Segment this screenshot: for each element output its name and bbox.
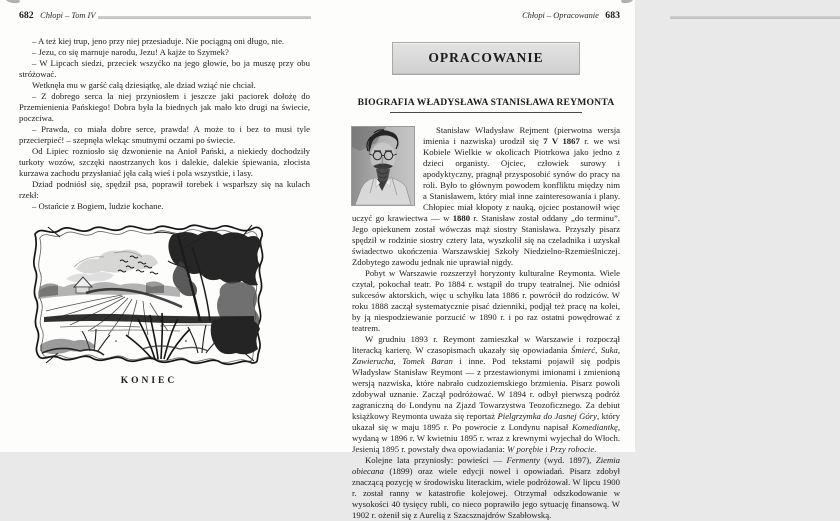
left-page-number: 682 <box>19 10 34 21</box>
left-running-header <box>19 10 95 21</box>
biography-heading: BIOGRAFIA WŁADYSŁAWA STANISŁAWA REYMONTA <box>357 97 615 108</box>
reymont-portrait-photo <box>352 127 414 205</box>
right-page-number: 683 <box>605 10 620 21</box>
paragraph: Dziad podniósł się, spędził psa, poprawił torebek i wsparłszy się na kulach rzekł: <box>19 179 310 200</box>
right-header-rule <box>670 16 840 19</box>
bio-paragraph: Pobyt w Warszawie rozszerzył horyzonty kulturalne Reymonta. Wiele czytał, pokochał teatr. Po 1884 r. wstąpił do trupy teatralnej. Nie odniósł sukcesów aktorskich, więc u schyłku lata 1886 r. powrócił do rodziców. W roku 1888 zaczął systematycznie pisać dzienniki, podjął też pracę na kolei, by ją niespodziewanie porzucić w 1890 r. i po raz ostatni powędrować z teatrem. <box>352 268 620 334</box>
paragraph: Wetknęła mu w garść całą dziesiątkę, ale dziad wziąć nie chciał. <box>32 80 256 90</box>
bio-paragraph: W grudniu 1893 r. Reymont zamieszkał w Warszawie i rozpoczął literacką karierę. W czasopismach ukazały się opowiadania Śmierć, Suka, Zawierucha, Tomek Baran i inne. Pod tekstami pojawił się podpis Władysław Stanisław Reymont — z przestawionymi imionami i zmienioną wersją nazwiska, które nabrało cudzoziemskiego brzmienia. Pisarz powoli zdobywał uznanie. Zaczął podróżować. W 1894 r. odbył pierwszą podróż zagraniczną do Londynu na Zjazd Towarzystwa Teozoficznego. Za debiut książkowy Reymonta uważa się reportaż Pielgrzymka do Jasnej Góry, który ukazał się w maju 1895 r. Po powrocie z Londynu napisał Komediantkę, wydaną w 1896 r. W kwietniu 1895 r. wraz z krewnymi wyjechał do Włoch. Jesienią 1895 r. powstały dwa opowiadania: W porębie i Przy robocie. <box>352 334 621 455</box>
paragraph: – Ostańcie z Bogiem, ludzie kochane. <box>32 201 164 211</box>
left-header-rule <box>98 16 311 19</box>
section-title-box: OPRACOWANIE <box>392 42 580 75</box>
page-left <box>0 0 318 452</box>
paragraph: – Jezu, co się marnuje narodu, Jezu! A kajże to Szymek? <box>32 47 229 57</box>
right-running-title: Chłopi – Opracowanie <box>522 11 599 20</box>
right-running-header <box>522 10 620 21</box>
biography-heading-rule <box>390 112 582 113</box>
illustration-caption: KONIEC <box>120 376 178 386</box>
paragraph: – A też kiej trup, jeno przy niej przesiaduje. Nie pociągną oni długo, nie. <box>32 36 285 46</box>
paragraph: – Prawda, co miała dobre serce, prawda! A może to i bez to musi tyle przecierpieć! – szepnęła wlekąc smutnymi oczami po świecie. <box>19 124 310 145</box>
bio-paragraph: Kolejne lata przyniosły: powieści — Fermenty (wyd. 1897), Ziemia obiecana (1899) oraz wiele edycji nowel i opowiadań. Pisarz zdobył znaczącą pozycję w środowisku literackim, wiele podróżował. W lipcu 1900 r. został ranny w katastrofie kolejowej. Otrzymał odszkodowanie w wysokości 40 tysięcy rubli, co nieco poprawiło jego sytuację finansową. W 1902 r. ożenił się z Aurelią z Szacsznajdrów Szabłowską. <box>352 455 621 521</box>
left-body-text <box>19 36 310 212</box>
page-right <box>318 0 635 521</box>
landscape-illustration <box>30 221 268 369</box>
bio-paragraph: Stanisław Władysław Rejment (pierwotna wersja imienia i nazwiska) urodził się 7 V 1867 r. we wsi Kobiele Wielkie w okolicach Piotrkowa jako jedno z dzieci organisty. Ojciec, człowiek surowy i apodyktyczny, pragnął przysposobić synów do pracy na roli. Było to głównym powodem konfliktu między nim a Stanisławem, który miał inne zainteresowania i plany. Chłopiec miał kłopoty z nauką, ojciec postanowił więc uczyć go krawiectwa — w 1880 r. Stanisław został oddany „do terminu”. Jego opiekunem został wówczas mąż siostry Stanisława. Przyszły pisarz spędził w rodzinie siostry cztery lata, wyszkolił się na czeladnika i uzyskał świadectwo ukończenia Warszawskiej Szkoły Niedzielno-Rzemieślniczej. Zdobytego zawodu jednak nie uprawiał nigdy. <box>352 125 620 268</box>
biography-text <box>352 125 620 521</box>
paragraph: – Z dobrego serca la niej przyniosłem i jeszcze jaki paciorek dołożę do Przemienienia Pańskiego! Dobra była la biednych jak mało kto drugi na świecie, poczciwa. <box>19 91 310 123</box>
left-running-title: Chłopi – Tom IV <box>40 11 96 20</box>
paragraph: Od Lipiec rozniosło się dzwonienie na Anioł Pański, a niekiedy dochodziły turkoty wozów, szczęki naostrzanych kos i dalekie, dalekie śpiewania, złocista kurzawa zachodu przysłaniać jęła całą wieś i pola wszystkie, i lasy. <box>19 146 310 178</box>
paragraph: – W Lipcach siedzi, przeciek wszyćko na jego głowie, bo ja muszę przy obu stróżować. <box>19 58 310 79</box>
